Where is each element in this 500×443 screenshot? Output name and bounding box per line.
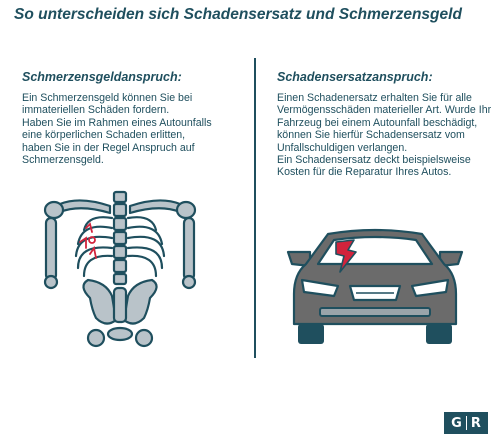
gr-logo bbox=[444, 412, 488, 434]
logo-letter-r: R bbox=[470, 415, 481, 431]
schmerzensgeld-text: Ein Schmerzensgeld können Sie bei immateriellen Schäden fordern. Haben Sie im Rahmen eines Autounfalls eine körperlichen Schaden erlitten, haben Sie in der Regel Anspruch auf Schmerzensgeld. bbox=[22, 92, 212, 167]
skeleton-icon bbox=[30, 188, 210, 363]
column-divider bbox=[254, 58, 256, 358]
logo-separator bbox=[466, 416, 467, 430]
schmerzensgeld-heading: Schmerzensgeldanspruch: bbox=[22, 70, 182, 84]
damaged-car-icon bbox=[280, 228, 470, 363]
schadensersatz-text: Einen Schadenersatz erhalten Sie für alle Vermögensschäden materieller Art. Wurde Ihr Fahrzeug bei einem Autounfall beschädigt, können Sie hierfür Schadensersatz vom Unfallschuldigen verlangen. Ein Schadensersatz deckt beispielsweise Kosten für die Reparatur Ihres Autos. bbox=[277, 92, 492, 179]
schadensersatz-heading: Schadensersatzanspruch: bbox=[277, 70, 433, 84]
page-title: So unterscheiden sich Schadensersatz und Schmerzensgeld bbox=[14, 6, 462, 23]
logo-letter-g: G bbox=[451, 415, 462, 431]
